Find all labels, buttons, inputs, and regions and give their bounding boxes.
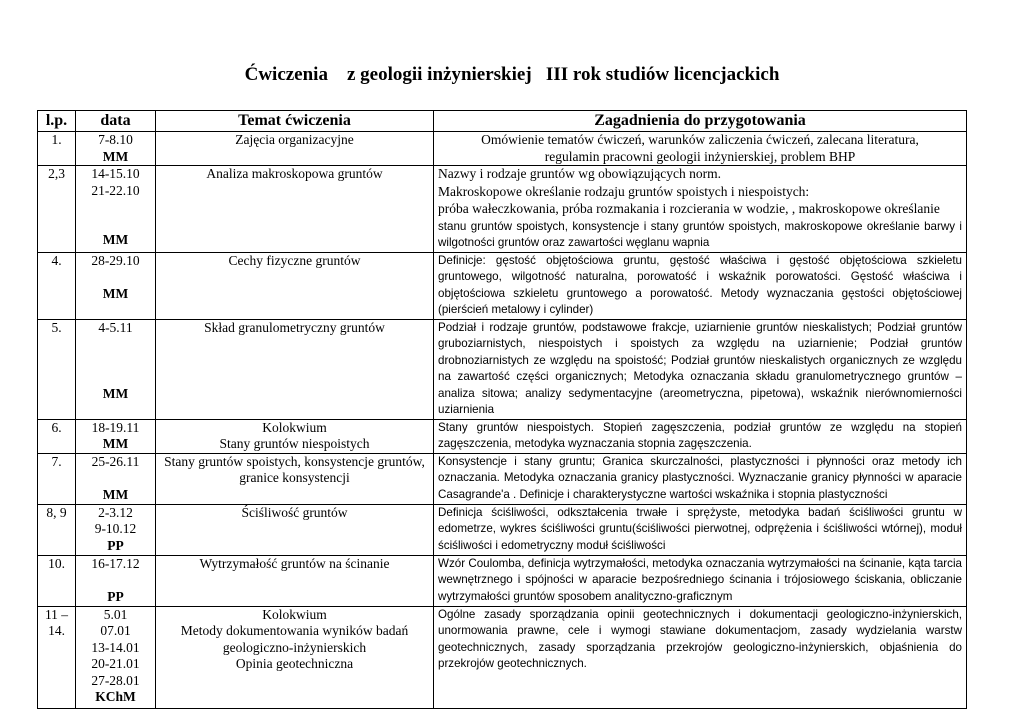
table-row	[38, 555, 967, 606]
row-date: 5.01	[103, 606, 128, 622]
row-lp: 6.	[38, 419, 76, 453]
row-topic: Ściśliwość gruntów	[156, 504, 434, 555]
row-instructor-code: MM	[102, 232, 129, 247]
row-topic: Kolokwium Stany gruntów niespoistych	[156, 419, 434, 453]
row-content-line: próba wałeczkowania, próba rozmakania i rozcierania w wodzie, , makroskopowe określanie	[438, 201, 940, 216]
row-lp: 2,3	[38, 166, 76, 253]
row-dates	[76, 606, 156, 708]
row-date: 07.01	[100, 623, 131, 638]
row-dates	[76, 504, 156, 555]
row-topic: Analiza makroskopowa gruntów	[156, 166, 434, 253]
row-date: 14-15.10	[91, 166, 140, 181]
row-content	[434, 319, 967, 419]
row-lp: 11 – 14.	[38, 606, 76, 708]
row-date: 18-19.11	[91, 419, 140, 435]
row-content	[434, 166, 967, 253]
row-lp: 5.	[38, 319, 76, 419]
row-lp: 7.	[38, 453, 76, 504]
row-dates	[76, 166, 156, 253]
row-content-text: Ogólne zasady sporządzania opinii geotechnicznych i dokumentacji geologiczno-inżynierskich, unormowania prawne, cele i wymogi stawiane dokumentacjom, zasady wydzielania warstw geotechnicznych, zasady sporządzania przekrojów geologiczno-inżynierskich, objaśnienia do przekrojów geotechnicznych.	[438, 607, 962, 670]
row-topic: Stany gruntów spoistych, konsystencje gruntów, granice konsystencji	[156, 453, 434, 504]
row-content	[434, 606, 967, 708]
row-content-text: Konsystencje i stany gruntu; Granica skurczalności, plastyczności i płynności oraz metody ich oznaczania. Metodyka oznaczania granicy plastyczności. Wyznaczanie granicy płynności w aparacie Casagrande'a . Definicje i charakterystyczne wartości wskaźnika i stopnia plastyczności	[438, 454, 962, 501]
row-date: 2-3.12	[98, 504, 133, 520]
table-row	[38, 319, 967, 419]
row-date: 9-10.12	[94, 521, 137, 536]
row-content	[434, 555, 967, 606]
row-content-text: Podział i rodzaje gruntów, podstawowe frakcje, uziarnienie gruntów nieskalistych; Podział gruntów gruboziarnistych, niespoistych i spoistych za względu na uziarnienie; Podział gruntów drobnoziarnistych ze względu na spoistość; Podział gruntów nieskalistych organicznych ze względu na zawartość części organicznych; Metodyka oznaczania składu granulometrycznego gruntów – analiza sitowa; analizy sedymentacyjne (areometryczna, pipetowa), wskaźnik nierównomierności uziarnienia	[438, 320, 962, 416]
header-lp: l.p.	[38, 111, 76, 132]
row-content	[434, 453, 967, 504]
row-topic: Kolokwium Metody dokumentowania wyników badań geologiczno-inżynierskich Opinia geotechniczna	[156, 606, 434, 708]
row-content-line: Omówienie tematów ćwiczeń, warunków zaliczenia ćwiczeń, zalecana literatura,	[481, 132, 919, 147]
row-instructor-code: KChM	[95, 689, 136, 704]
row-lp: 8, 9	[38, 504, 76, 555]
row-content-text: Wzór Coulomba, definicja wytrzymałości, metodyka oznaczania wytrzymałości na ścinanie, kąta tarcia wewnętrznego i spójności w aparacie bezpośredniego ścinania i trójosiowego ściskania, obliczanie wytrzymałości gruntów sposobem analityczno-graficznym	[438, 556, 962, 603]
row-date: 28-29.10	[91, 252, 140, 268]
row-date: 27-28.01	[91, 672, 140, 688]
row-content	[434, 504, 967, 555]
table-row	[38, 132, 967, 166]
row-dates	[76, 319, 156, 419]
row-instructor-code: MM	[102, 486, 129, 502]
row-dates	[76, 555, 156, 606]
row-date: 20-21.01	[91, 656, 140, 671]
row-dates	[76, 419, 156, 453]
table-row	[38, 504, 967, 555]
header-content: Zagadnienia do przygotowania	[434, 111, 967, 132]
row-instructor-code: PP	[107, 537, 124, 553]
title-part-3: III rok studiów licencjackich	[545, 64, 780, 85]
row-instructor-code: MM	[102, 148, 129, 164]
table-body	[38, 132, 967, 709]
title-part-2: z geologii inżynierskiej	[346, 64, 532, 85]
row-content-text: Definicja ściśliwości, odkształcenia trwałe i sprężyste, metodyka badań ściśliwości gruntu w edometrze, wykres ściśliwości gruntu(ściśliwości pierwotnej, odprężenia i ściśliwości wtórnej), moduł ściśliwości i edometryczny moduł ściśliwości	[438, 505, 962, 552]
header-topic: Temat ćwiczenia	[156, 111, 434, 132]
row-content-line: Nazwy i rodzaje gruntów wg obowiązujących norm.	[438, 166, 722, 181]
row-content-line: regulamin pracowni geologii inżynierskiej, problem BHP	[544, 148, 856, 164]
row-dates	[76, 132, 156, 166]
row-content-text: Definicje: gęstość objętościowa gruntu, gęstość właściwa i gęstość objętościowa szkieletu gruntowego, wilgotność naturalna, porowatość i wskaźnik porowatości. Gęstość właściwa i objętościowa szkieletu gruntowego a porowatość. Metody wyznaczania gęstości objętościowej (pierścień metalowy i cylinder)	[438, 253, 962, 316]
row-lp: 1.	[38, 132, 76, 166]
table-row	[38, 453, 967, 504]
header-data: data	[76, 111, 156, 132]
row-lp: 4.	[38, 252, 76, 319]
row-topic: Cechy fizyczne gruntów	[156, 252, 434, 319]
row-instructor-code: MM	[102, 436, 129, 451]
row-instructor-code: MM	[102, 285, 129, 301]
table-row	[38, 419, 967, 453]
row-content	[434, 252, 967, 319]
row-date: 7-8.10	[98, 132, 133, 147]
row-topic: Skład granulometryczny gruntów	[156, 319, 434, 419]
row-date: 4-5.11	[98, 319, 133, 335]
row-content	[434, 132, 967, 166]
row-dates	[76, 453, 156, 504]
table-row	[38, 252, 967, 319]
row-date: 13-14.01	[91, 639, 140, 655]
row-content	[434, 419, 967, 453]
row-date: 16-17.12	[91, 555, 140, 571]
table-row	[38, 166, 967, 253]
row-instructor-code: MM	[102, 385, 129, 401]
row-content-text: stanu gruntów spoistych, konsystencje i stany gruntów spoistych, makroskopowe określanie barwy i wilgotności gruntów oraz zawartości węglanu wapnia	[438, 219, 962, 249]
row-content-line: Makroskopowe określanie rodzaju gruntów spoistych i niespoistych:	[438, 183, 810, 199]
row-date: 21-22.10	[91, 182, 140, 198]
table-header-row	[38, 111, 967, 132]
row-lp: 10.	[38, 555, 76, 606]
row-date: 25-26.11	[91, 453, 140, 469]
row-topic: Wytrzymałość gruntów na ścinanie	[156, 555, 434, 606]
row-instructor-code: PP	[107, 588, 124, 604]
row-content-text: Stany gruntów niespoistych. Stopień zagęszczenia, podział gruntów ze względu na stopień zagęszczenia, metodyka wyznaczania stopnia zagęszczenia.	[438, 420, 962, 450]
schedule-table	[37, 110, 967, 709]
page-title	[0, 64, 1024, 86]
table-row	[38, 606, 967, 708]
title-part-1: Ćwiczenia	[244, 64, 328, 85]
row-dates	[76, 252, 156, 319]
row-topic: Zajęcia organizacyjne	[156, 132, 434, 166]
